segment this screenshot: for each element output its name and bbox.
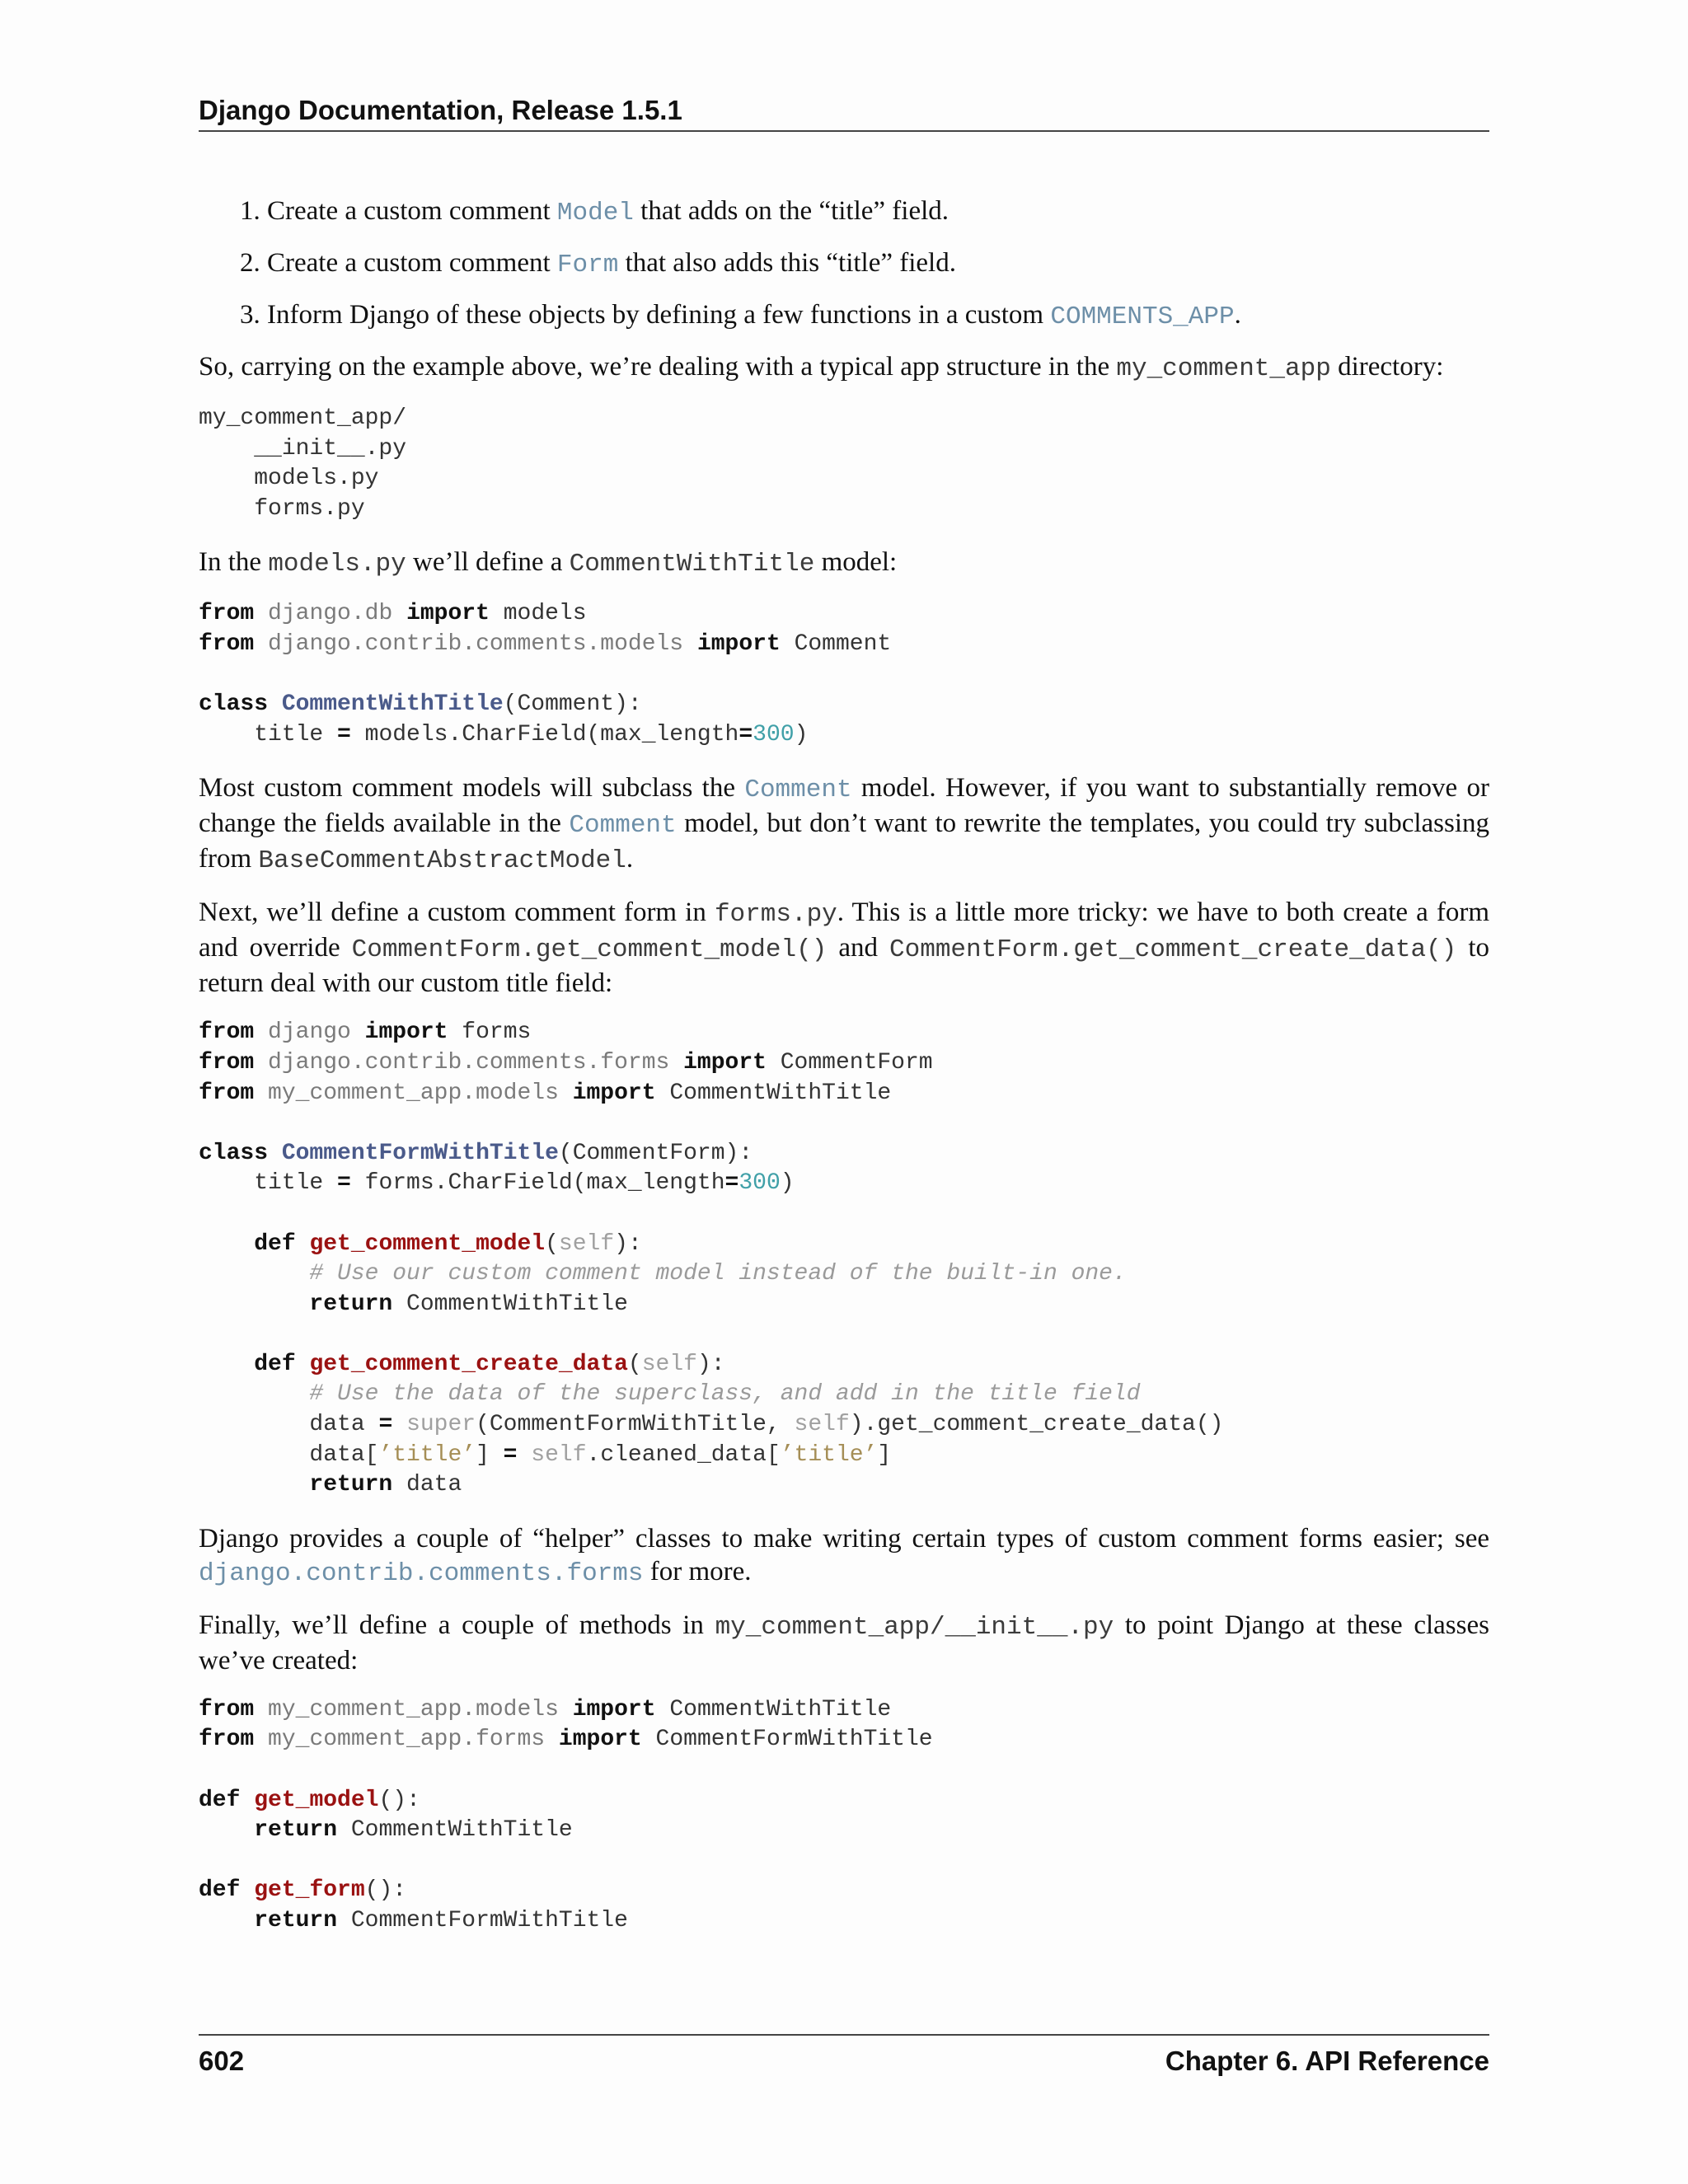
comment-link[interactable]: Comment	[569, 811, 677, 841]
comment-link[interactable]: Comment	[744, 776, 852, 805]
list-item: 1. Create a custom comment Model that adds on the “title” field.	[267, 194, 1489, 230]
comments-forms-link[interactable]: django.contrib.comments.forms	[199, 1558, 644, 1588]
page-footer	[199, 2034, 1489, 2087]
page-content	[199, 194, 1489, 1958]
list-item: 3. Inform Django of these objects by defining a few functions in a custom COMMENTS_APP.	[267, 298, 1489, 334]
code-block-forms: from django import forms from django.contrib.comments.forms import CommentForm from my_comment_app.models import CommentWithTitle class CommentFormWithTitle(CommentForm): title = forms.CharField(max_length=300) def get_comment_model(self): # Use our custom comment model instead of the built-in one. return CommentWithTitle def get_comment_create_data(self): # Use the data of the superclass, and add in the title field data = super(CommentFormWithTitle, self).get_comment_create_data() data[’title’] = self.cleaned_data[’title’] return data	[199, 1019, 1224, 1498]
paragraph-helpers: Django provides a couple of “helper” classes to make writing certain types of custom comment forms easier; see django.contrib.comments.forms for more.	[199, 1523, 1489, 1588]
page-number: 602	[199, 2046, 245, 2076]
form-link[interactable]: Form	[556, 251, 619, 279]
paragraph-subclass: Most custom comment models will subclass the Comment model. However, if you want to substantially remove or change the fields available in the Comment model, but don’t want to rewrite the templates, you could try subclassing from BaseCommentAbstractModel.	[199, 773, 1490, 876]
model-link[interactable]: Model	[556, 199, 634, 227]
paragraph-forms: Next, we’ll define a custom comment form in forms.py. This is a little more tricky: we have to both create a form and override CommentForm.get_comment_model() and CommentForm.get_comment_create_data() to return deal with our custom title field:	[199, 898, 1490, 999]
page-header	[199, 91, 1489, 132]
code-block-init: from my_comment_app.models import CommentWithTitle from my_comment_app.forms import CommentFormWithTitle def get_model(): return CommentWithTitle def get_form(): return CommentFormWithTitle	[199, 1696, 933, 1933]
paragraph-app-structure: So, carrying on the example above, we’re dealing with a typical app structure in the my_comment_app directory:	[199, 352, 1444, 383]
paragraph-models: In the models.py we’ll define a CommentWithTitle model:	[199, 547, 898, 579]
document-title: Django Documentation, Release 1.5.1	[199, 95, 682, 125]
directory-tree: my_comment_app/ __init__.py models.py forms.py	[199, 405, 407, 522]
paragraph-finally: Finally, we’ll define a couple of methods in my_comment_app/__init__.py to point Django at these classes we’ve created:	[199, 1610, 1489, 1675]
chapter-title: Chapter 6. API Reference	[1165, 2046, 1489, 2076]
list-item: 2. Create a custom comment Form that also adds this “title” field.	[267, 246, 1489, 282]
comments-app-link[interactable]: COMMENTS_APP	[1050, 302, 1235, 331]
steps-list	[199, 194, 1489, 334]
code-block-models: from django.db import models from django.contrib.comments.models import Comment class CommentWithTitle(Comment): title = models.CharField(max_length=300)	[199, 601, 892, 748]
